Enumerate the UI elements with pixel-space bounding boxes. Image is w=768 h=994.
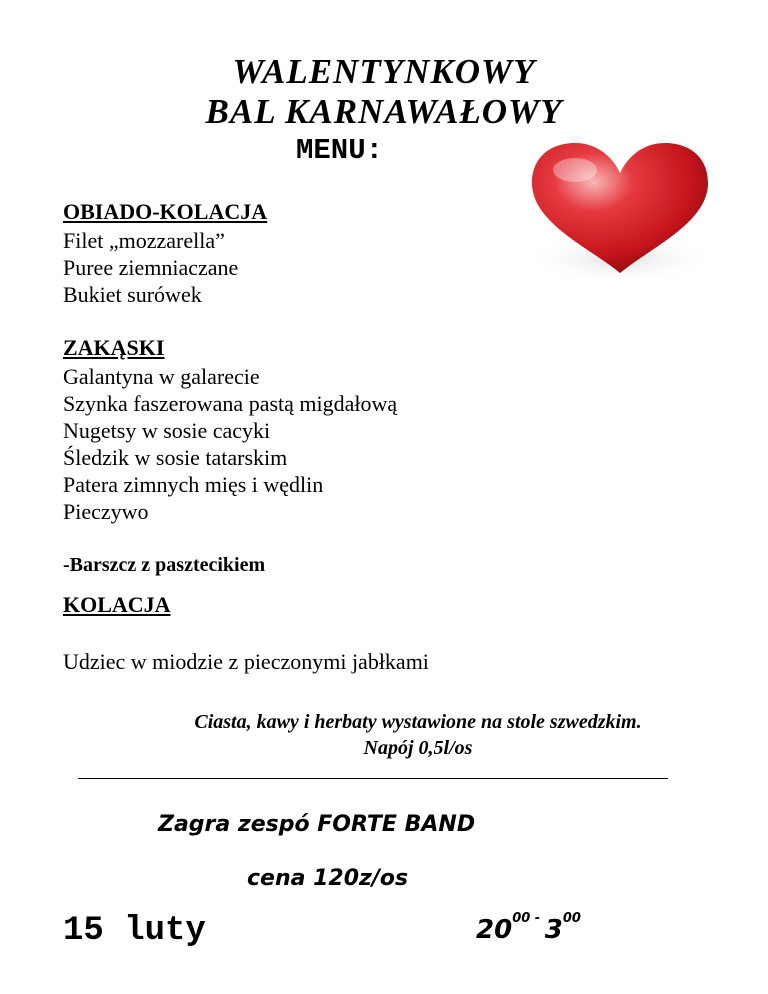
event-time	[476, 911, 581, 945]
band-info: Zagra zespó FORTE BAND	[158, 812, 476, 837]
list-item: Puree ziemniaczane	[63, 255, 239, 280]
note-line-2: Napój 0,5l/os	[363, 737, 473, 759]
time-start-minutes: 00	[512, 911, 531, 926]
list-item: Galantyna w galarecie	[63, 364, 260, 389]
menu-label: MENU:	[296, 134, 384, 167]
list-item: Pieczywo	[63, 499, 149, 524]
list-item: Filet „mozzarella”	[63, 228, 225, 253]
section-heading-zakaski: ZAKĄSKI	[63, 335, 165, 360]
title-line-2: BAL KARNAWAŁOWY	[205, 92, 563, 131]
list-item: Udziec w miodzie z pieczonymi jabłkami	[63, 649, 429, 674]
section-heading-kolacja: KOLACJA	[63, 592, 171, 617]
list-item: Bukiet surówek	[63, 282, 202, 307]
time-end: 3	[544, 915, 563, 945]
note-line-1: Ciasta, kawy i herbaty wystawione na stole szwedzkim.	[194, 711, 642, 733]
list-item: Szynka faszerowana pastą migdałową	[63, 391, 398, 416]
list-obiado-kolacja	[63, 227, 238, 308]
list-zakaski	[63, 363, 397, 525]
title-line-1: WALENTYNKOWY	[232, 52, 536, 91]
time-separator: -	[530, 911, 545, 926]
heart-icon	[520, 138, 720, 286]
divider	[78, 778, 668, 779]
list-item: Nugetsy w sosie cacyki	[63, 418, 271, 443]
time-end-minutes: 00	[562, 911, 581, 926]
event-date: 15 luty	[63, 912, 206, 950]
price-info: cena 120z/os	[247, 866, 409, 891]
list-item: Śledzik w sosie tatarskim	[63, 445, 288, 470]
soup-item: -Barszcz z pasztecikiem	[63, 554, 266, 576]
list-item: Patera zimnych mięs i wędlin	[63, 472, 324, 497]
section-heading-obiado-kolacja: OBIADO-KOLACJA	[63, 199, 268, 224]
time-start: 20	[476, 915, 513, 945]
